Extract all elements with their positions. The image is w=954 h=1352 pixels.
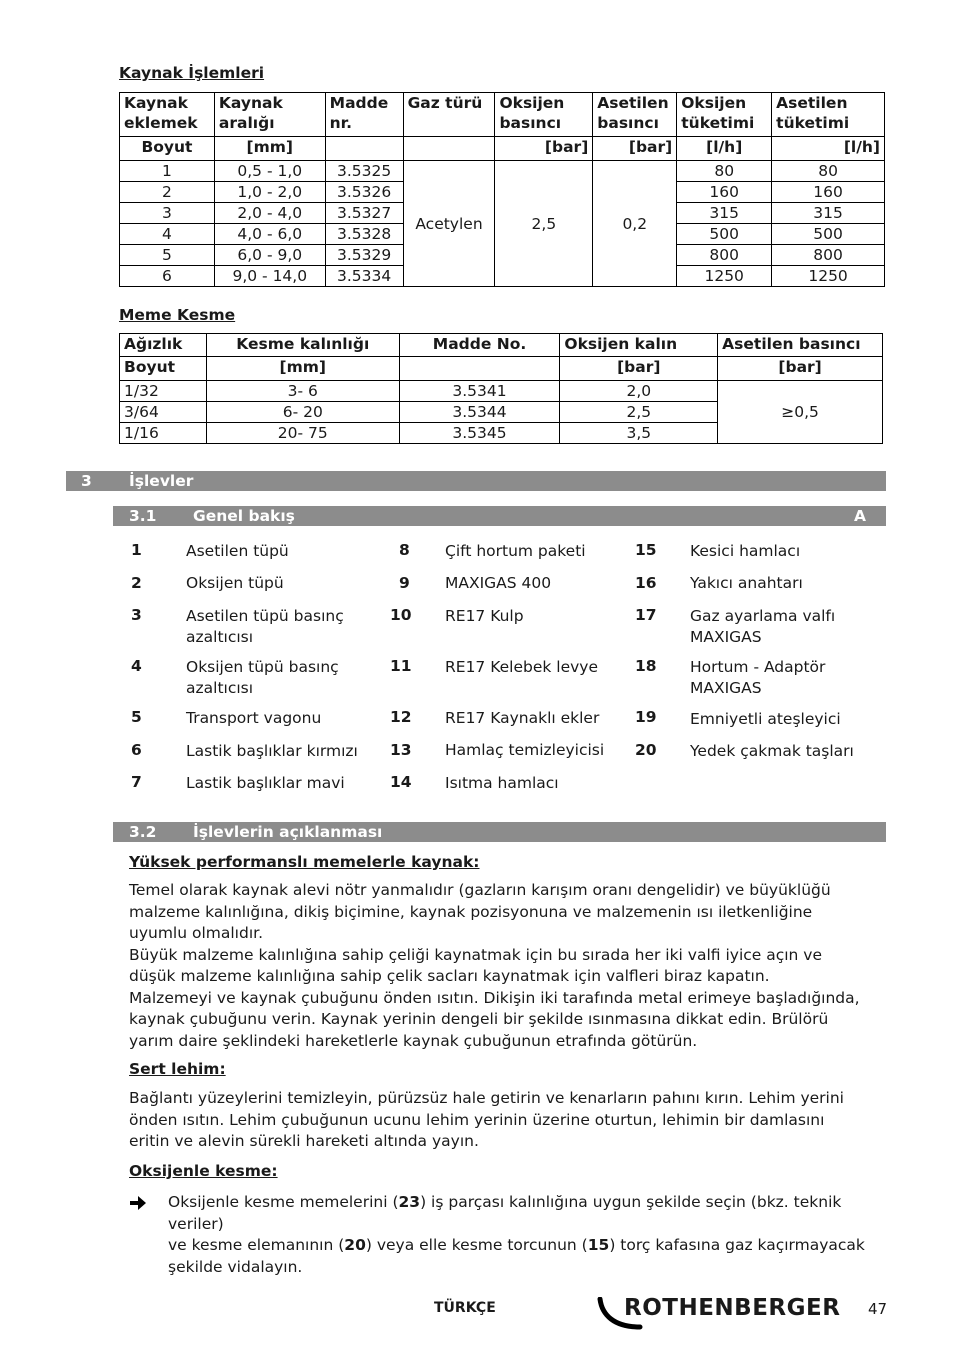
text-line: Malzemeyi ve kaynak çubuğunu önden ısıtın. Dikişin iki tarafında metal erimeye başladığında,: [129, 988, 860, 1007]
table-cell: 1250: [772, 266, 885, 287]
text-line: kaynak çubuğunu verin. Kaynak yerinin dengeli bir şekilde ısınmasına dikkat edin. Brülörü: [129, 1010, 829, 1028]
oxygen-pressure-cell: 2,5: [495, 161, 593, 287]
section-number: 3.1: [129, 507, 157, 525]
welding-header: Asetilen basıncı: [593, 93, 677, 137]
table-cell: 3.5341: [399, 381, 560, 402]
table-cell: 1/32: [120, 381, 207, 402]
text-line: Bağlantı yüzeylerini temizleyin, pürüzsüz hale getirin ve kenarların pahını kırın. Lehim yerini: [129, 1089, 844, 1107]
list-item: Çift hortum paketi: [445, 542, 586, 560]
item-number: 17: [635, 606, 657, 624]
brazing-paragraph: [129, 1088, 889, 1153]
item-number: 5: [131, 708, 142, 726]
table-cell: 6- 20: [206, 402, 399, 423]
section-number: 3: [81, 472, 92, 490]
cutting-unit: [bar]: [718, 357, 883, 381]
ref-number: 23: [398, 1193, 421, 1211]
text-line: yarım daire şeklindeki hareketlerle kaynak çubuğunun etrafında götürün.: [129, 1031, 698, 1050]
cutting-header: Ağızlık: [120, 334, 207, 357]
table-cell: 2,5: [560, 402, 718, 423]
item-number: 10: [390, 606, 412, 624]
table-cell: 3: [120, 203, 215, 224]
item-number: 4: [131, 657, 142, 675]
table-cell: 3.5334: [325, 266, 403, 287]
welding-unit: [mm]: [214, 137, 325, 161]
item-number: 3: [131, 606, 142, 624]
list-item: Hortum - Adaptör MAXIGAS: [690, 658, 826, 697]
text-line: şekilde vidalayın.: [168, 1257, 303, 1276]
welding-header: Madde nr.: [325, 93, 403, 137]
welding-header: Gaz türü: [403, 93, 495, 137]
item-number: 11: [390, 657, 412, 675]
welding-header: Oksijen basıncı: [495, 93, 593, 137]
table-cell: 4,0 - 6,0: [214, 224, 325, 245]
arrow-right-icon: [129, 1195, 149, 1211]
table-cell: 3.5345: [399, 423, 560, 444]
list-item: Isıtma hamlacı: [445, 774, 559, 792]
item-number: 8: [399, 541, 410, 559]
text-run: ) torç kafasına gaz kaçırmayacak: [609, 1236, 865, 1254]
acetylene-pressure-cell: ≥0,5: [718, 381, 883, 444]
brazing-title: Sert lehim:: [129, 1060, 226, 1078]
cutting-header-row: [120, 334, 883, 357]
item-number: 12: [390, 708, 412, 726]
list-item: Yedek çakmak taşları: [690, 742, 854, 760]
section-title: İşlevlerin açıklanması: [193, 823, 383, 841]
table-cell: 0,5 - 1,0: [214, 161, 325, 182]
table-cell: 6: [120, 266, 215, 287]
table-cell: 3.5328: [325, 224, 403, 245]
item-number: 6: [131, 741, 142, 759]
welding-header: Asetilen tüketimi: [772, 93, 885, 137]
page-number: 47: [868, 1300, 888, 1318]
list-item: Emniyetli ateşleyici: [690, 710, 841, 728]
text-line: düşük malzeme kalınlığına sahip çelik sacları kaynatmak için valfleri biraz kapatın.: [129, 967, 770, 985]
list-item: Lastik başlıklar kırmızı: [186, 742, 358, 760]
section-3-heading: [66, 471, 886, 491]
table-cell: 20- 75: [206, 423, 399, 444]
text-line: önden ısıtın. Lehim çubuğunun ucunu lehim yerinin üzerine oturtun, lehimin bir damlasını: [129, 1110, 825, 1129]
welding-unit-row: [120, 137, 885, 161]
table-cell: 800: [677, 245, 772, 266]
list-item: Oksijen tüpü basınç azaltıcısı: [186, 658, 339, 697]
text-run: Oksijenle kesme memelerini (: [168, 1193, 399, 1211]
table-cell: 1: [120, 161, 215, 182]
item-number: 16: [635, 574, 657, 592]
text-line: eritin ve alevin sürekli hareketi altında yayın.: [129, 1132, 479, 1150]
text-line: Büyük malzeme kalınlığına sahip çeliği kaynatmak için bu sırada her iki valfi iyice açın ve: [129, 945, 823, 964]
brand-logo: [596, 1293, 841, 1333]
text-run: ve kesme elemanının (: [168, 1236, 345, 1254]
acetylene-pressure-cell: 0,2: [593, 161, 677, 287]
table-cell: 2: [120, 182, 215, 203]
table-cell: 1/16: [120, 423, 207, 444]
table-cell: 3,5: [560, 423, 718, 444]
text-line: malzeme kalınlığına, dikiş biçimine, kaynak pozisyonuna ve malzemenin ısı iletkenliğine: [129, 902, 813, 921]
table-cell: 160: [772, 182, 885, 203]
welding-title: Kaynak İşlemleri: [119, 64, 265, 82]
item-number: 15: [635, 541, 657, 559]
footer-language: TÜRKÇE: [434, 1300, 496, 1316]
table-cell: 3.5325: [325, 161, 403, 182]
list-item: Gaz ayarlama valfı MAXIGAS: [690, 607, 836, 646]
cutting-header: Madde No.: [399, 334, 560, 357]
list-item: Lastik başlıklar mavi: [186, 774, 345, 792]
welding-unit: [bar]: [495, 137, 593, 161]
welding-unit: [l/h]: [772, 137, 885, 161]
oxycut-paragraph: [168, 1192, 893, 1278]
list-item: Oksijen tüpü: [186, 574, 284, 592]
section-3-1-heading: [113, 506, 886, 526]
welding-table: [119, 92, 885, 287]
list-item: Hamlaç temizleyicisi: [445, 741, 605, 759]
table-cell: 4: [120, 224, 215, 245]
item-number: 9: [399, 574, 410, 592]
welding-header: Kaynak eklemek: [120, 93, 215, 137]
table-cell: 315: [677, 203, 772, 224]
welding-unit: [325, 137, 403, 161]
gas-type-cell: Acetylen: [403, 161, 495, 287]
cutting-unit: [399, 357, 560, 381]
list-item: RE17 Kaynaklı ekler: [445, 709, 600, 727]
perf-title: Yüksek performanslı memelerle kaynak:: [129, 853, 480, 871]
item-number: 13: [390, 741, 412, 759]
section-title: Genel bakış: [193, 507, 295, 525]
cutting-header: Oksijen kalın: [560, 334, 718, 357]
table-cell: 80: [677, 161, 772, 182]
table-cell: 3.5344: [399, 402, 560, 423]
table-cell: 3/64: [120, 402, 207, 423]
table-cell: 160: [677, 182, 772, 203]
item-number: 20: [635, 741, 657, 759]
item-number: 19: [635, 708, 657, 726]
list-item: Asetilen tüpü: [186, 542, 289, 560]
list-item: Kesici hamlacı: [690, 542, 801, 560]
list-item: RE17 Kelebek levye: [445, 658, 598, 676]
cutting-unit: [bar]: [560, 357, 718, 381]
table-cell: 500: [677, 224, 772, 245]
cutting-header: Kesme kalınlığı: [206, 334, 399, 357]
ref-number: 20: [344, 1236, 366, 1254]
table-cell: 2,0: [560, 381, 718, 402]
table-cell: 9,0 - 14,0: [214, 266, 325, 287]
cutting-header: Asetilen basıncı: [718, 334, 883, 357]
welding-header-row: [120, 93, 885, 137]
item-number: 1: [131, 541, 142, 559]
table-cell: 500: [772, 224, 885, 245]
item-number: 7: [131, 773, 142, 791]
welding-header: Kaynak aralığı: [214, 93, 325, 137]
welding-unit: [bar]: [593, 137, 677, 161]
text-run: ) veya elle kesme torcunun (: [365, 1236, 588, 1254]
cutting-unit-row: [120, 357, 883, 381]
welding-header: Oksijen tüketimi: [677, 93, 772, 137]
section-title: İşlevler: [129, 472, 194, 490]
ref-number: 15: [587, 1236, 610, 1254]
list-item: Transport vagonu: [186, 709, 322, 727]
table-cell: 3- 6: [206, 381, 399, 402]
table-cell: 3.5329: [325, 245, 403, 266]
cutting-unit: [mm]: [206, 357, 399, 381]
item-number: 18: [635, 657, 657, 675]
section-3-2-heading: [113, 822, 886, 842]
text-line: uyumlu olmalıdır.: [129, 924, 263, 942]
cutting-table: [119, 333, 883, 444]
section-number: 3.2: [129, 823, 157, 841]
cutting-unit: Boyut: [120, 357, 207, 381]
welding-unit: [l/h]: [677, 137, 772, 161]
list-item: RE17 Kulp: [445, 607, 524, 625]
table-cell: 80: [772, 161, 885, 182]
list-item: MAXIGAS 400: [445, 574, 552, 592]
table-row: [120, 161, 885, 182]
text-run: ) iş parçası kalınlığına uygun şekilde seçin (bkz. teknik veriler): [168, 1193, 842, 1233]
figure-tag: A: [854, 507, 866, 525]
list-item: Asetilen tüpü basınç azaltıcısı: [186, 607, 344, 646]
perf-paragraph: [129, 880, 889, 1052]
table-cell: 2,0 - 4,0: [214, 203, 325, 224]
table-cell: 3.5327: [325, 203, 403, 224]
list-item: Yakıcı anahtarı: [690, 574, 803, 592]
table-cell: 1,0 - 2,0: [214, 182, 325, 203]
item-number: 2: [131, 574, 142, 592]
table-cell: 6,0 - 9,0: [214, 245, 325, 266]
brand-name: ROTHENBERGER: [624, 1295, 841, 1321]
table-cell: 5: [120, 245, 215, 266]
table-cell: 315: [772, 203, 885, 224]
table-cell: 1250: [677, 266, 772, 287]
oxycut-title: Oksijenle kesme:: [129, 1162, 278, 1180]
text-line: Temel olarak kaynak alevi nötr yanmalıdır (gazların karışım oranı dengelidir) ve büyüklüğü: [129, 881, 831, 899]
item-number: 14: [390, 773, 412, 791]
table-row: [120, 381, 883, 402]
welding-unit: [403, 137, 495, 161]
cutting-title: Meme Kesme: [119, 306, 236, 324]
table-cell: 800: [772, 245, 885, 266]
welding-unit: Boyut: [120, 137, 215, 161]
table-cell: 3.5326: [325, 182, 403, 203]
